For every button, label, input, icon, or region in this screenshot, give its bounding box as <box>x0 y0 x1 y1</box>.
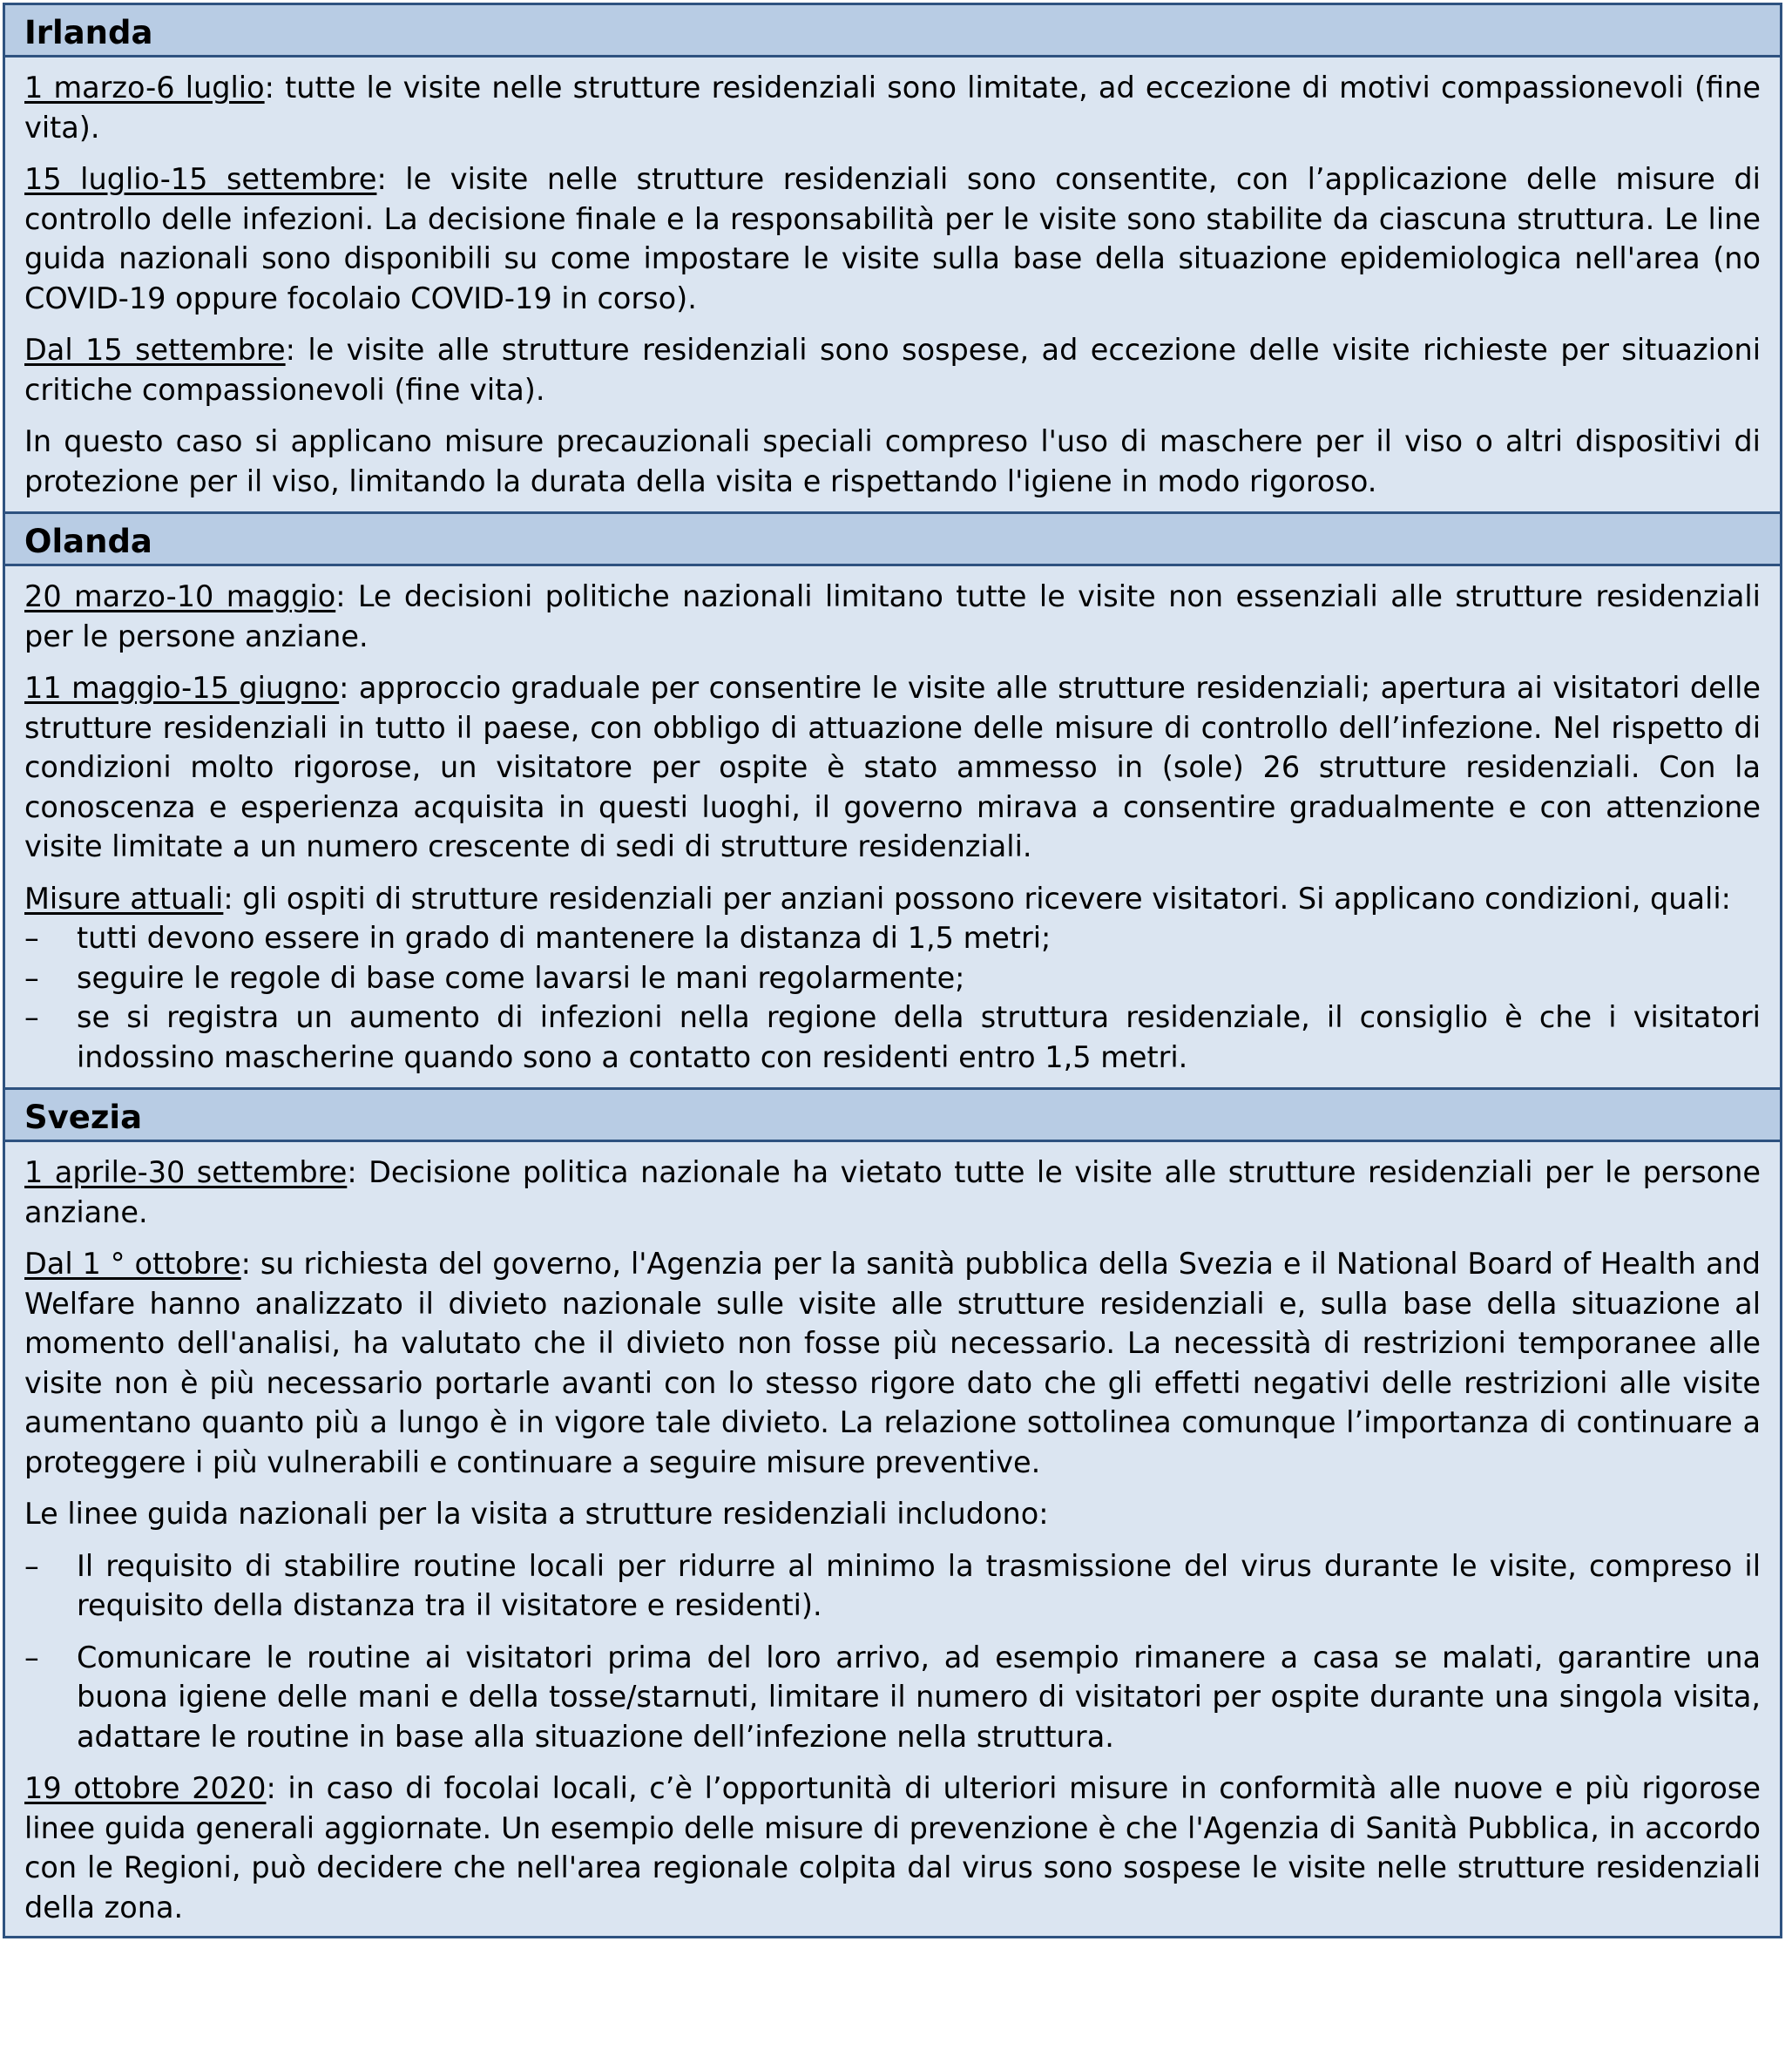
list-item-text: se si registra un aumento di infezioni nella regione della struttura residenziale, il consiglio è che i visitatori indossino mascherine quando sono a contatto con residenti entro 1,5 metri. <box>77 1000 1761 1074</box>
paragraph-text: In questo caso si applicano misure precauzionali speciali compreso l'uso di maschere per il viso o altri dispositivi di protezione per il viso, limitando la durata della visita e rispettando l'igiene in modo rigoroso. <box>24 424 1761 498</box>
list-item-text: seguire le regole di base come lavarsi le mani regolarmente; <box>77 960 965 995</box>
paragraph <box>24 330 1761 409</box>
list-item-text: Il requisito di stabilire routine locali per ridurre al minimo la trasmissione del virus durante le visite, compreso il requisito della distanza tra il visitatore e residenti). <box>77 1548 1761 1622</box>
section-body-irlanda <box>5 58 1780 514</box>
date-range-label: 15 luglio-15 settembre <box>24 162 377 196</box>
list-item <box>24 958 1761 998</box>
list-item-text: Comunicare le routine ai visitatori prima del loro arrivo, ad esempio rimanere a casa se malati, garantire una buona igiene delle mani e della tosse/starnuti, limitare il numero di visitatori per ospite durante una singola visita, adattare le routine in base alla situazione dell’infezione nella struttura. <box>77 1640 1761 1754</box>
paragraph <box>24 1244 1761 1482</box>
paragraph-text: : Le decisioni politiche nazionali limitano tutte le visite non essenziali alle strutture residenziali per le persone anziane. <box>24 579 1761 653</box>
paragraph <box>24 422 1761 501</box>
dash-marker: – <box>24 1548 39 1583</box>
date-range-label: 19 ottobre 2020 <box>24 1771 267 1805</box>
list-item <box>24 1546 1761 1626</box>
list-item-text: tutti devono essere in grado di mantenere la distanza di 1,5 metri; <box>77 921 1052 955</box>
paragraph <box>24 577 1761 656</box>
paragraph-text: : le visite nelle strutture residenziali sono consentite, con l’applicazione delle misure di controllo delle infezioni. La decisione finale e la responsabilità per le visite sono stabilite da ciascuna struttura. Le line guida nazionali sono disponibili su come impostare le visite sulla base della situazione epidemiologica nell'area (no COVID-19 oppure focolaio COVID-19 in corso). <box>24 162 1761 315</box>
dash-marker: – <box>24 1000 39 1034</box>
paragraph <box>24 668 1761 867</box>
date-range-label: 20 marzo-10 maggio <box>24 579 336 613</box>
paragraph-text: : in caso di focolai locali, c’è l’opportunità di ulteriori misure in conformità alle nuove e più rigorose linee guida generali aggiornate. Un esempio delle misure di prevenzione è che l'Agenzia di Sanità Pubblica, in accordo con le Regioni, può decidere che nell'area regionale colpita dal virus sono sospese le visite nelle strutture residenziali della zona. <box>24 1771 1761 1925</box>
list-item <box>24 1638 1761 1757</box>
measures-label: Misure attuali <box>24 881 224 916</box>
paragraph-text: : tutte le visite nelle strutture residenziali sono limitate, ad eccezione di motivi compassionevoli (fine vita). <box>24 71 1761 145</box>
paragraph <box>24 159 1761 318</box>
country-measures-table <box>3 3 1782 1938</box>
section-title: Irlanda <box>24 14 153 51</box>
date-range-label: Dal 15 settembre <box>24 333 286 367</box>
paragraph-text: : gli ospiti di strutture residenziali per anziani possono ricevere visitatori. Si applicano condizioni, quali: <box>223 881 1731 916</box>
paragraph-text: : le visite alle strutture residenziali sono sospese, ad eccezione delle visite richieste per situazioni critiche compassionevoli (fine vita). <box>24 333 1761 407</box>
paragraph <box>24 1153 1761 1232</box>
dash-marker: – <box>24 1640 39 1674</box>
section-body-olanda <box>5 566 1780 1090</box>
bullet-list <box>24 1546 1761 1757</box>
paragraph-text: : approccio graduale per consentire le visite alle strutture residenziali; apertura ai visitatori delle strutture residenziali in tutto il paese, con obbligo di attuazione delle misure di controllo dell’infezione. Nel rispetto di condizioni molto rigorose, un visitatore per ospite è stato ammesso in (sole) 26 strutture residenziali. Con la conoscenza e esperienza acquisita in questi luoghi, il governo mirava a consentire gradualmente e con attenzione visite limitate a un numero crescente di sedi di strutture residenziali. <box>24 671 1761 863</box>
paragraph-text: : su richiesta del governo, l'Agenzia per la sanità pubblica della Svezia e il National Board of Health and Welfare hanno analizzato il divieto nazionale sulle visite alle strutture residenziali e, sulla base della situazione al momento dell'analisi, ha valutato che il divieto non fosse più necessario. La necessità di restrizioni temporanee alle visite non è più necessario portarle avanti con lo stesso rigore dato che gli effetti negativi delle restrizioni alle visite aumentano quanto più a lungo è in vigore tale divieto. La relazione sottolinea comunque l’importanza di continuare a proteggere i più vulnerabili e continuare a seguire misure preventive. <box>24 1247 1761 1479</box>
date-range-label: Dal 1 ° ottobre <box>24 1247 241 1281</box>
date-range-label: 1 aprile-30 settembre <box>24 1155 348 1189</box>
list-item <box>24 998 1761 1077</box>
section-title: Olanda <box>24 523 152 560</box>
section-title: Svezia <box>24 1099 143 1136</box>
dash-marker: – <box>24 921 39 955</box>
paragraph <box>24 1494 1761 1534</box>
paragraph-text: Le linee guida nazionali per la visita a strutture residenziali includono: <box>24 1497 1049 1531</box>
date-range-label: 11 maggio-15 giugno <box>24 671 340 705</box>
date-range-label: 1 marzo-6 luglio <box>24 71 265 105</box>
section-header-svezia <box>5 1090 1780 1142</box>
list-item <box>24 918 1761 958</box>
section-header-irlanda <box>5 5 1780 58</box>
paragraph <box>24 879 1761 919</box>
paragraph <box>24 68 1761 147</box>
section-body-svezia <box>5 1142 1780 1936</box>
paragraph <box>24 1769 1761 1927</box>
paragraph-text: : Decisione politica nazionale ha vietato tutte le visite alle strutture residenziali per le persone anziane. <box>24 1155 1762 1229</box>
section-header-olanda <box>5 514 1780 566</box>
bullet-list <box>24 918 1761 1077</box>
dash-marker: – <box>24 960 39 995</box>
